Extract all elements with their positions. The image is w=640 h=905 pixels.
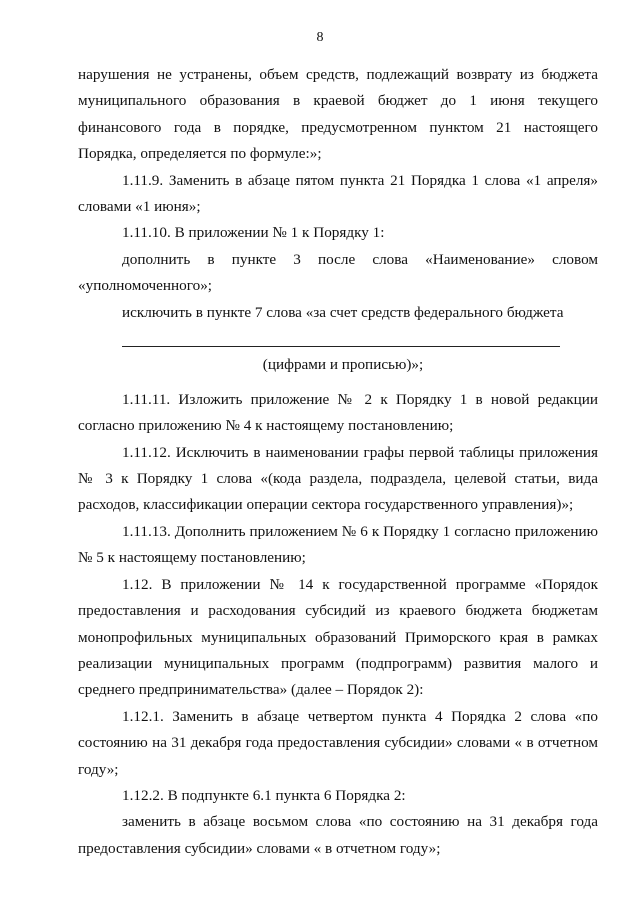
blank-fill-line-block	[78, 326, 598, 352]
paragraph-replace-words: заменить в абзаце восьмом слова «по состоянию на 31 декабря года предоставления субсидии» словами « в отчетном году»;	[78, 813, 598, 857]
paragraph-1-12: 1.12. В приложении № 14 к государственной программе «Порядок предоставления и расходования субсидий из краевого бюджета бюджетам монопрофильных муниципальных образований Приморского края в рамках реализации муниципальных программ (подпрограмм) развития малого и среднего предпринимательства» (далее – Порядок 2):	[78, 575, 598, 699]
paragraph-add-word: дополнить в пункте 3 после слова «Наименование» словом «уполномоченного»;	[78, 250, 598, 295]
paragraph-exclude-words: исключить в пункте 7 слова «за счет средств федерального бюджета	[122, 303, 564, 321]
paragraph-1-11-13: 1.11.13. Дополнить приложением № 6 к Порядку 1 согласно приложению № 5 к настоящему постановлению;	[78, 522, 598, 567]
spacer	[78, 379, 598, 387]
page-number: 8	[316, 30, 324, 45]
blank-line-caption: (цифрами и прописью)»;	[262, 356, 424, 374]
paragraph-1-11-11: 1.11.11. Изложить приложение № 2 к Порядку 1 в новой редакции согласно приложению № 4 к настоящему постановлению;	[78, 390, 598, 435]
paragraph-1-11-10: 1.11.10. В приложении № 1 к Порядку 1:	[122, 224, 385, 242]
blank-fill-line	[122, 346, 560, 347]
document-body	[78, 62, 598, 862]
paragraph-1-11-12: 1.11.12. Исключить в наименовании графы первой таблицы приложения № 3 к Порядку 1 слова «(кода раздела, подраздела, целевой статьи, вида расходов, классификации операции сектора государственного управления)»;	[78, 443, 598, 514]
paragraph-1-11-9: 1.11.9. Заменить в абзаце пятом пункта 21 Порядка 1 слова «1 апреля» словами «1 июня»;	[78, 171, 598, 216]
paragraph-1-12-2: 1.12.2. В подпункте 6.1 пункта 6 Порядка 2:	[122, 786, 406, 804]
paragraph-continuation: нарушения не устранены, объем средств, подлежащий возврату из бюджета муниципального образования в краевой бюджет до 1 июня текущего финансового года в порядке, предусмотренном пунктом 21 настоящего Порядка, определяется по формуле:»;	[78, 66, 598, 163]
paragraph-1-12-1: 1.12.1. Заменить в абзаце четвертом пункта 4 Порядка 2 слова «по состоянию на 31 декабря года предоставления субсидии» словами « в отчетном году»;	[78, 707, 598, 778]
